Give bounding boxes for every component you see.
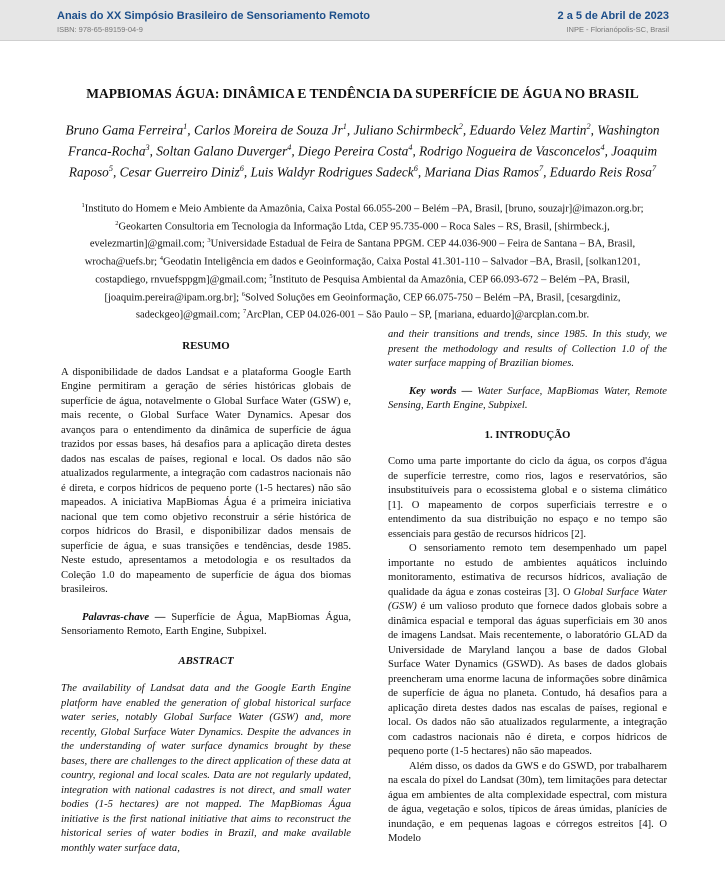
abstract-keywords-text: Water Surface, MapBiomas Water, Remote Sensing, Earth Engine, Subpixel. xyxy=(388,385,667,411)
author-affiliation-number: 5 xyxy=(108,163,113,173)
author-affiliation-number: 6 xyxy=(413,163,418,173)
author-name: Carlos Moreira de Souza Jr xyxy=(193,122,343,138)
conference-dates: 2 a 5 de Abril de 2023 xyxy=(557,10,669,22)
author-affiliation-number: 7 xyxy=(651,163,657,173)
intro-gsw-term: Global Surface Water (GSW) xyxy=(388,586,667,612)
abstract-keywords xyxy=(388,385,667,414)
resumo-keywords-text: Superfície de Água, MapBiomas Água, Sensoriamento Remoto, Earth Engine, Subpixel. xyxy=(61,611,351,637)
intro-paragraph-2-b: é um valioso produto que fornece dados globais sobre a dinâmica espacial e temporal das águas superficiais em 30 anos de imagens Landsat. Mais recentemente, o laboratório GLAD da Universidade de Maryland lançou a base de dados Global Surface Water Dynamics (GSWD). As bases de dados globais preencheram uma enorme lacuna de informações sobre dinâmica de superfície de água no planeta. Contudo, há desafios para a aplicação direta destes dados nas escalas de países, regional e local. Os dados não são atualizados regularmente, a integração com cadastros nacionais não é direta, e corpos hídricos de pequeno porte (1-5 hectares) não são mapeados. xyxy=(388,601,667,757)
affiliation-number: 3 xyxy=(207,237,211,245)
affiliation-text: Geokarten Consultoria em Tecnologia da Informação Ltda, CEP 95.735-000 – Roca Sales – RS, Brasil, [shirmbeck.j, evelezmartin]@gmail.com; xyxy=(89,221,610,250)
author-affiliation-number: 1 xyxy=(342,122,347,131)
resumo-text: A disponibilidade de dados Landsat e a plataforma Google Earth Engine permitiram a geração de séries históricas globais de superfície de água, notavelmente o Global Surface Water (GSW) e, mais recente, o Global Surface Water Dynamics. Apesar dos avanços para o entendimento da dinâmica de superfície de água trazidos por essas bases, há desafios para a aplicação direta destes dados nas escalas de países, regional e local. Os dados não são atualizados regularmente, a integração com cadastros nacionais não é direta, e corpos hídricos de pequeno porte (1-5 hectares) não são mapeados. A iniciativa MapBiomas Água é a primeira iniciativa nacional que tem como objetivo reconstruir a série histórica de corpos hídricos do Brasil, e disponibilizar dados mensais de superfície de água, e suas transições e tendências, desde 1985. Neste estudo, apresentamos a metodologia e os resultados da Coleção 1.0 do mapeamento de superfície de água dos biomas brasileiros. xyxy=(61,366,351,595)
intro-paragraph-3: Além disso, os dados da GWS e do GSWD, por trabalharem na escala do píxel do Landsat (30m), tem limitações para detectar água em ambientes de alta complexidade espectral, com mistura de água, vegetação e solos, típicos de áreas úmidas, planícies de inundação, e em pequenas lagoas e córregos estreitos [4]. O Modelo xyxy=(388,760,667,844)
affiliation-text: Solved Soluções em Geoinformação, CEP 66.075-750 – Belém –PA, Brasil, [cesargdiniz, sadeckgeo]@gmail.com; xyxy=(135,292,621,321)
paper-title: MAPBIOMAS ÁGUA: DINÂMICA E TENDÊNCIA DA SUPERFÍCIE DE ÁGUA NO BRASIL xyxy=(86,86,639,101)
intro-paragraph-2 xyxy=(388,542,667,760)
resumo-keywords xyxy=(61,611,351,640)
intro-heading: 1. INTRODUÇÃO xyxy=(484,428,571,441)
conference-header xyxy=(0,0,725,41)
isbn: ISBN: 978-65-89159-04-9 xyxy=(57,25,143,34)
conference-location: INPE - Florianópolis-SC, Brasil xyxy=(566,25,669,34)
affiliation-number: 7 xyxy=(242,308,247,316)
author-name: Bruno Gama Ferreira xyxy=(65,122,184,138)
author-affiliation-number: 2 xyxy=(458,122,463,131)
author-name: Cesar Guerreiro Diniz xyxy=(119,164,240,180)
author-affiliation-number: 4 xyxy=(600,142,605,152)
abstract-text-continued: and their transitions and trends, since 1985. In this study, we present the methodology and results of Collection 1.0 of the water surface mapping of Brazilian biomes. xyxy=(388,329,667,369)
author-affiliation-number: 2 xyxy=(586,122,591,131)
author-name: Mariana Dias Ramos xyxy=(424,164,539,180)
author-affiliation-number: 4 xyxy=(408,142,413,152)
conference-name: Anais do XX Simpósio Brasileiro de Sensoriamento Remoto xyxy=(57,10,370,22)
intro-paragraph-1: Como uma parte importante do ciclo da água, os corpos d'água de superfície terrestre, como rios, lagos e reservatórios, são insubstituíveis para o ecossistema global e o sistema climático [1]. O mapeamento de corpos superficiais terrestre e o entendimento da sua distribuição no espaço e no tempo são essenciais para gestão de recursos hídricos [2]. xyxy=(388,456,667,540)
affiliation-number: 5 xyxy=(269,272,273,280)
intro-paragraph-2-a: O sensoriamento remoto tem desempenhado um papel importante no estudo de ambientes aquáticos incluindo monitoramento, estimativa de recursos hídricos, avaliação de qualidade da água e zonas costeiras [3]. O xyxy=(388,543,667,598)
affiliation-text: Instituto do Homem e Meio Ambiente da Amazônia, Caixa Postal 66.055-200 – Belém –PA, Brasil, [bruno, souzajr]@imazon.org.br; xyxy=(84,203,644,215)
author-name: Soltan Galano Duverger xyxy=(156,143,288,159)
author-name: Rodrigo Nogueira de Vasconcelos xyxy=(419,143,601,159)
right-column xyxy=(388,328,667,847)
affiliation-number: 1 xyxy=(81,202,85,209)
abstract-heading: ABSTRACT xyxy=(178,654,234,667)
affiliation-text: ArcPlan, CEP 04.026-001 – São Paulo – SP, [mariana, eduardo]@arcplan.com.br. xyxy=(246,309,590,321)
affiliation-number: 6 xyxy=(241,290,245,298)
author-name: Joaquim Raposo xyxy=(68,143,658,180)
abstract-text: The availability of Landsat data and the Google Earth Engine platform have enabled the generation of global historical surface water series, notably Global Surface Water (GSW) and, more recently, Global Surface Water Dynamics. Despite the advances in the understanding of water surface dynamics brought by these bases, there are challenges to the direct application of these data at country, regional and local scales. Data are not regularly updated, integration with national cadastres is not direct, and small water bodies (1-5 hectares) are not mapped. The MapBiomas Água initiative is the first national initiative that aims to reconstruct the historical series of water bodies in Brazil, and make available monthly water surface data, xyxy=(61,683,351,854)
author-affiliation-number: 4 xyxy=(287,142,292,152)
resumo-heading: RESUMO xyxy=(182,340,230,352)
author-affiliation-number: 1 xyxy=(183,122,188,131)
left-column xyxy=(61,339,351,856)
author-name: Eduardo Velez Martin xyxy=(469,122,587,138)
author-name: Luis Waldyr Rodrigues Sadeck xyxy=(250,164,414,180)
affiliation-list xyxy=(58,199,667,323)
author-name: Eduardo Reis Rosa xyxy=(549,164,652,180)
author-name: Juliano Schirmbeck xyxy=(353,122,459,138)
author-name: Diego Pereira Costa xyxy=(298,143,409,159)
affiliation-number: 4 xyxy=(159,255,163,263)
affiliation-number: 2 xyxy=(115,219,119,227)
affiliation-text: Geodatin Inteligência em dados e Geoinformação, Caixa Postal 41.301-110 – Salvador –BA, Brasil, [solkan1201, costapdiego, rnvuefsppgm]@gmail.com; xyxy=(95,256,641,286)
affiliation-text: Instituto de Pesquisa Ambiental da Amazônia, CEP 66.093-672 – Belém –PA, Brasil, [joaquim.pereira@ipam.org.br]; xyxy=(104,274,630,304)
author-list: Bruno Gama Ferreira$^1$, Carlos Moreira de Souza Jr$^1$, Juliano Schirmbeck$^2$, Eduardo Velez Martin$^2$, Washington Franca-Rocha$^3$, Soltan Galano Duverger$^4$, Diego Pereira Costa$^4$, Rodrigo Nogueira de Vasconcelos$^4$, Joaquim Raposo$^5$, Cesar Guerreiro Diniz$^6$, Luis Waldyr Rodrigues Sadeck$^6$, Mariana Dias Ramos$^7$, Eduardo Reis Rosa$^7$ xyxy=(65,122,660,180)
author-affiliation-number: 3 xyxy=(145,142,150,152)
abstract-keywords-label: Key words — xyxy=(409,385,473,397)
author-name: Washington Franca-Rocha xyxy=(67,122,660,159)
author-affiliation-number: 6 xyxy=(239,163,244,173)
resumo-keywords-label: Palavras-chave — xyxy=(82,611,166,623)
author-affiliation-number: 7 xyxy=(538,163,544,173)
affiliation-text: Universidade Estadual de Feira de Santana PPGM. CEP 44.036-900 – Feira de Santana – BA, Brasil, wrocha@uefs.br; xyxy=(84,238,636,268)
